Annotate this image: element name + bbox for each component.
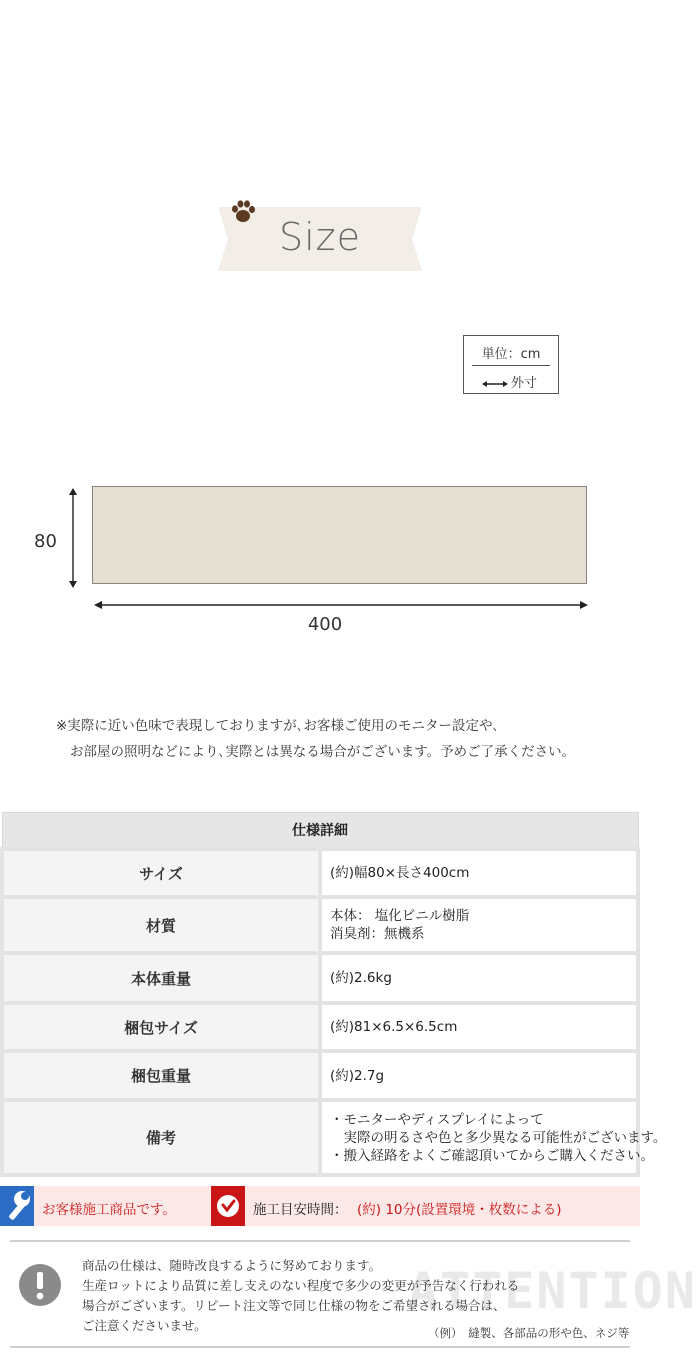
table-row [2, 953, 638, 1003]
color-note-line-1: ※実際に近い色味で表現しておりますが､お客様ご使用のモニター設定や､ [56, 718, 500, 734]
table-row [2, 1003, 638, 1051]
spec-table-header [2, 813, 638, 850]
double-arrow-icon [482, 379, 508, 389]
spec-table [0, 812, 667, 1177]
unit-label: 単位：cm [481, 347, 541, 362]
attention-line-2: 生産ロットにより品質に差し支えのない程度で多少の変更が予告なく行われる [82, 1278, 520, 1293]
attention-top-border [10, 1240, 630, 1242]
spec-value: (約)2.6kg [320, 953, 638, 1003]
spec-label: 材質 [2, 897, 320, 953]
spec-table-title: 仕様詳細 [2, 813, 638, 850]
spec-value: (約)81×6.5×6.5cm [320, 1003, 638, 1051]
height-value: 80 [34, 531, 57, 552]
outer-label: 外寸 [511, 376, 538, 391]
size-title: Size [278, 215, 361, 259]
install-time-value: (約) 10分(設置環境・枚数による) [357, 1202, 562, 1218]
attention-example: （例） 縫製、各部品の形や色、ネジ等 [428, 1326, 630, 1340]
spec-label: サイズ [2, 849, 320, 897]
outer-dimension-legend [482, 372, 537, 391]
spec-value: 本体： 塩化ビニル樹脂 消臭剤：無機系 [320, 897, 638, 953]
width-arrow [94, 598, 588, 612]
width-value: 400 [307, 614, 343, 635]
unit-legend [463, 335, 559, 394]
color-note-line-2: お部屋の照明などにより､実際とは異なる場合がございます。予めご了承ください。 [70, 744, 576, 760]
table-row [2, 849, 638, 897]
table-row [2, 897, 638, 953]
install-info-banner [0, 1186, 640, 1226]
size-banner [218, 207, 422, 271]
attention-bottom-border [10, 1346, 630, 1348]
table-row [2, 1051, 638, 1100]
table-row [2, 1100, 638, 1175]
spec-value: (約)幅80×長さ400cm [320, 849, 638, 897]
spec-label: 備考 [2, 1100, 320, 1175]
attention-line-3: 場合がございます。リピート注文等で同じ仕様の物をご希望される場合は、 [82, 1298, 506, 1313]
spec-value: (約)2.7g [320, 1051, 638, 1100]
spec-label: 梱包重量 [2, 1051, 320, 1100]
paw-icon [230, 199, 256, 225]
exclamation-icon [18, 1263, 62, 1307]
spec-label: 本体重量 [2, 953, 320, 1003]
attention-line-4: ご注意くださいませ。 [82, 1318, 207, 1333]
install-time-label: 施工目安時間： [253, 1202, 348, 1218]
clock-icon [211, 1186, 245, 1226]
self-install-text: お客様施工商品です。 [42, 1202, 176, 1218]
unit-divider [472, 365, 550, 366]
product-outline [92, 486, 587, 584]
spec-label: 梱包サイズ [2, 1003, 320, 1051]
attention-line-1: 商品の仕様は、随時改良するように努めております。 [82, 1258, 382, 1273]
height-arrow [66, 488, 80, 588]
wrench-icon [0, 1186, 34, 1226]
attention-watermark: ATTENTION [408, 1262, 697, 1320]
spec-value: ・モニターやディスプレイによって 実際の明るさや色と多少異なる可能性がございます。 ・搬入経路をよくご確認頂いてからご購入ください。 [320, 1100, 638, 1175]
